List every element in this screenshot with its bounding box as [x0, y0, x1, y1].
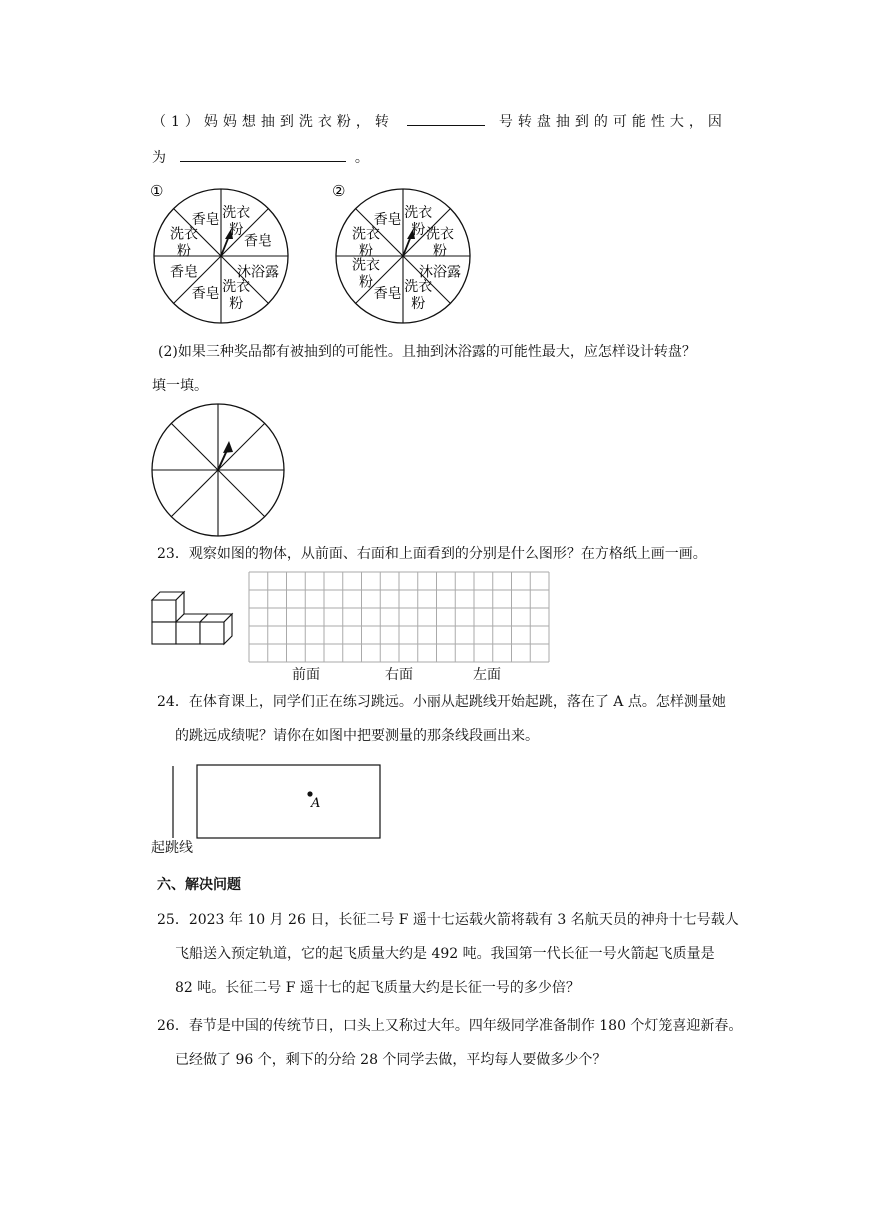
wheel-2-marker: ② [332, 182, 346, 200]
wheel-1-marker: ① [150, 182, 164, 200]
grid-label-front: 前面 [292, 667, 320, 683]
point-a-label: A [311, 796, 321, 811]
cube-front-bottom-3 [200, 622, 224, 644]
q24-line1: 24．在体育课上，同学们正在练习跳远。小丽从起跳线开始起跳，落在了 A 点。怎样测量她 [157, 694, 726, 710]
spinner-wheel-1 [148, 180, 294, 326]
cube-front-bottom-1 [152, 622, 176, 644]
blank-wheel-divider [218, 423, 265, 470]
q22-part2-line2: 填一填。 [152, 378, 208, 394]
blank-wheel-divider [218, 470, 265, 517]
q22-part1-text-b: 号转盘抽到的可能性大，因 [498, 114, 727, 130]
grid-label-right: 右面 [385, 667, 413, 683]
q22-part1-end: 。 [354, 150, 369, 166]
q22-part1-line1 [152, 111, 727, 132]
wheel-1-sector-label: 香皂 [191, 285, 220, 302]
pointer-arrow-head [223, 441, 233, 453]
q22-part1-text-a: （1）妈妈想抽到洗衣粉，转 [152, 114, 394, 130]
q26-line1: 26．春节是中国的传统节日，口头上又称过大年。四年级同学准备制作 180 个灯笼喜迎新春。 [157, 1018, 743, 1034]
q23-text: 23．观察如图的物体，从前面、右面和上面看到的分别是什么图形？在方格纸上画一画。 [157, 546, 707, 562]
cube-front-bottom-2 [176, 622, 200, 644]
grid-label-left: 左面 [473, 667, 501, 683]
answer-blank-wheel-number[interactable] [407, 111, 485, 126]
blank-spinner-wheel[interactable] [148, 400, 288, 540]
blank-wheel-divider [171, 423, 218, 470]
wheel-2-sector-label: 洗衣粉 [352, 226, 381, 260]
wheel-2-sector-label: 洗衣粉 [404, 278, 433, 312]
cube-front-top [152, 600, 176, 622]
blank-wheel-divider [171, 470, 218, 517]
grid-lines [249, 572, 549, 662]
jump-diagram[interactable] [160, 762, 386, 842]
wheel-2-sector-label: 洗衣粉 [404, 205, 433, 239]
wheel-1-sector-label: 洗衣粉 [222, 278, 251, 312]
wheel-1-sector-label: 洗衣粉 [170, 226, 199, 260]
wheel-2-sector-label: 沐浴露 [418, 264, 461, 281]
q22-part2-line1: (2)如果三种奖品都有被抽到的可能性。且抽到沐浴露的可能性最大，应怎样设计转盘？ [158, 344, 696, 360]
q25-line3: 82 吨。长征二号 F 遥十七的起飞质量大约是长征一号的多少倍？ [175, 980, 580, 996]
q22-part1-text-c: 为 [152, 150, 166, 166]
wheel-1-sector-label: 沐浴露 [236, 264, 279, 281]
start-line-label: 起跳线 [151, 840, 193, 856]
wheel-1-sector-label: 香皂 [191, 212, 220, 229]
cube-figure [150, 586, 238, 648]
sand-pit [197, 765, 380, 838]
wheel-1-sector-label: 香皂 [170, 264, 199, 281]
q25-line2: 飞船送入预定轨道，它的起飞质量大约是 492 吨。我国第一代长征一号火箭起飞质量是 [175, 946, 715, 962]
wheel-2-sector-label: 洗衣粉 [425, 226, 454, 260]
wheel-2-sector-label: 香皂 [373, 285, 402, 302]
wheel-1-sector-label: 香皂 [243, 233, 272, 250]
q25-line1: 25．2023 年 10 月 26 日，长征二号 F 遥十七运载火箭将载有 3 名航天员的神舟十七号载人 [157, 912, 739, 928]
wheel-1-group [150, 182, 288, 323]
wheel-1-sector-label: 洗衣粉 [222, 205, 251, 239]
wheel-2-sector-label: 香皂 [373, 212, 402, 229]
spinner-wheel-2 [330, 180, 476, 326]
q24-line2: 的跳远成绩呢？请你在如图中把要测量的那条线段画出来。 [175, 728, 539, 744]
answer-blank-reason[interactable] [180, 147, 346, 162]
wheel-2-group [332, 182, 470, 323]
wheel-2-sector-label: 洗衣粉 [352, 257, 381, 291]
q26-line2: 已经做了 96 个，剩下的分给 28 个同学去做，平均每人要做多少个？ [175, 1052, 607, 1068]
q22-part1-line2 [152, 147, 369, 168]
section-heading: 六、解决问题 [157, 877, 241, 893]
grid-paper[interactable] [248, 571, 552, 663]
